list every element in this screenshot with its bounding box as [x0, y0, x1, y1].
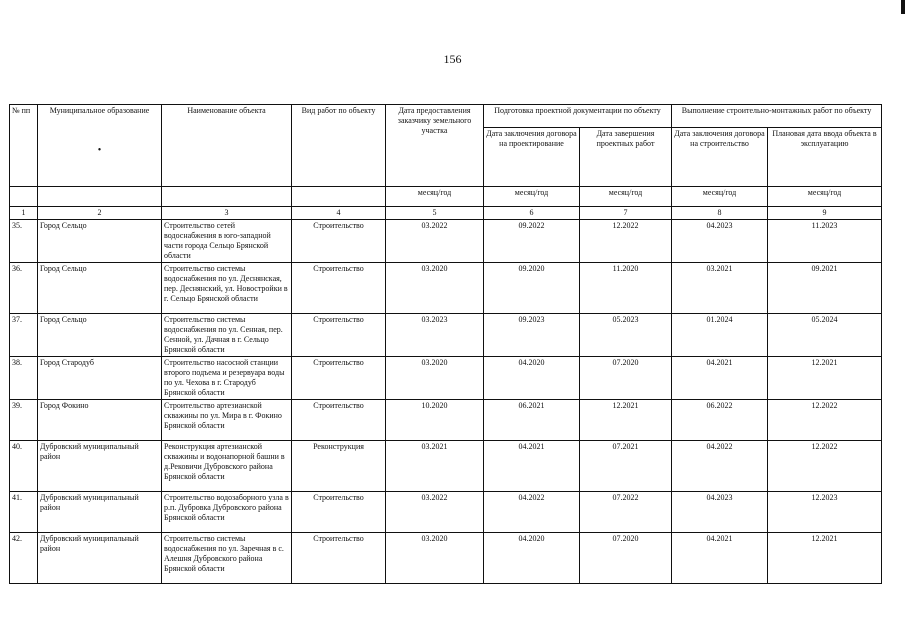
row-design-end: 05.2023 [580, 314, 672, 357]
header-unit-empty [292, 187, 386, 207]
row-num: 38. [10, 357, 38, 400]
row-municipality: Город Сельцо [38, 314, 162, 357]
row-land-date: 03.2020 [386, 533, 484, 584]
column-numbers-row [10, 207, 882, 220]
row-num: 42. [10, 533, 38, 584]
row-build-contract: 03.2021 [672, 263, 768, 314]
row-num: 41. [10, 492, 38, 533]
row-object: Строительство сетей водоснабжения в юго-западной части города Сельцо Брянской области [162, 220, 292, 263]
header-design-group: Подготовка проектной документации по объекту [484, 105, 672, 128]
column-number: 8 [672, 207, 768, 220]
row-commission: 12.2021 [768, 357, 882, 400]
row-municipality: Дубровский муниципальный район [38, 492, 162, 533]
header-num: № пп [10, 105, 38, 187]
table-body [10, 220, 882, 584]
row-object: Строительство системы водоснабжения по ул. Сенная, пер. Сенной, ул. Дачная в г. Сельцо Брянской области [162, 314, 292, 357]
row-land-date: 03.2020 [386, 263, 484, 314]
header-object-name: Наименование объекта [162, 105, 292, 187]
table-row [10, 263, 882, 314]
row-land-date: 03.2021 [386, 441, 484, 492]
row-work: Строительство [292, 220, 386, 263]
row-object: Строительство насосной станции второго подъема и резервуара воды по ул. Чехова в г. Стародуб Брянской области [162, 357, 292, 400]
register-table [9, 104, 882, 584]
row-commission: 12.2022 [768, 400, 882, 441]
row-commission: 11.2023 [768, 220, 882, 263]
table-row [10, 533, 882, 584]
row-design-end: 07.2021 [580, 441, 672, 492]
row-build-contract: 01.2024 [672, 314, 768, 357]
header-build-group: Выполнение строительно-монтажных работ по объекту [672, 105, 882, 128]
header-unit: месяц/год [580, 187, 672, 207]
row-municipality: Город Стародуб [38, 357, 162, 400]
row-design-end: 07.2020 [580, 357, 672, 400]
row-build-contract: 04.2021 [672, 533, 768, 584]
row-design-contract: 04.2022 [484, 492, 580, 533]
row-design-contract: 04.2020 [484, 357, 580, 400]
column-number: 6 [484, 207, 580, 220]
header-design-end: Дата завершения проектных работ [580, 128, 672, 187]
row-land-date: 03.2020 [386, 357, 484, 400]
row-design-contract: 04.2020 [484, 533, 580, 584]
column-number: 9 [768, 207, 882, 220]
header-unit-empty [38, 187, 162, 207]
row-design-contract: 09.2020 [484, 263, 580, 314]
row-design-contract: 09.2022 [484, 220, 580, 263]
row-municipality: Город Сельцо [38, 263, 162, 314]
row-num: 35. [10, 220, 38, 263]
header-commission: Плановая дата ввода объекта в эксплуатацию [768, 128, 882, 187]
row-design-contract: 04.2021 [484, 441, 580, 492]
row-num: 40. [10, 441, 38, 492]
header-unit: месяц/год [484, 187, 580, 207]
column-number: 2 [38, 207, 162, 220]
row-work: Строительство [292, 400, 386, 441]
table-row [10, 220, 882, 263]
header-dot: • [97, 145, 102, 156]
row-num: 37. [10, 314, 38, 357]
header-unit: месяц/год [672, 187, 768, 207]
row-municipality: Город Сельцо [38, 220, 162, 263]
row-design-end: 11.2020 [580, 263, 672, 314]
table-header [10, 105, 882, 220]
row-work: Строительство [292, 492, 386, 533]
edge-mark [901, 0, 905, 14]
column-number: 5 [386, 207, 484, 220]
row-object: Строительство системы водоснабжения по ул. Заречная в с. Алешня Дубровского района Брянской области [162, 533, 292, 584]
row-land-date: 10.2020 [386, 400, 484, 441]
table-row [10, 492, 882, 533]
column-number: 4 [292, 207, 386, 220]
row-work: Строительство [292, 357, 386, 400]
row-municipality: Дубровский муниципальный район [38, 441, 162, 492]
header-unit: месяц/год [768, 187, 882, 207]
header-unit-empty [162, 187, 292, 207]
header-design-contract: Дата заключения договора на проектирование [484, 128, 580, 187]
table-row [10, 400, 882, 441]
row-object: Строительство артезианской скважины по ул. Мира в г. Фокино Брянской области [162, 400, 292, 441]
header-unit: месяц/год [386, 187, 484, 207]
row-build-contract: 06.2022 [672, 400, 768, 441]
row-land-date: 03.2023 [386, 314, 484, 357]
header-build-contract: Дата заключения договора на строительство [672, 128, 768, 187]
row-work: Строительство [292, 533, 386, 584]
column-number: 7 [580, 207, 672, 220]
row-design-end: 12.2022 [580, 220, 672, 263]
row-commission: 05.2024 [768, 314, 882, 357]
row-work: Строительство [292, 263, 386, 314]
row-design-contract: 09.2023 [484, 314, 580, 357]
table-row [10, 314, 882, 357]
row-commission: 12.2021 [768, 533, 882, 584]
row-commission: 09.2021 [768, 263, 882, 314]
page-number: 156 [443, 52, 462, 66]
column-number: 3 [162, 207, 292, 220]
row-land-date: 03.2022 [386, 492, 484, 533]
row-num: 39. [10, 400, 38, 441]
row-build-contract: 04.2023 [672, 492, 768, 533]
row-design-end: 07.2022 [580, 492, 672, 533]
row-commission: 12.2022 [768, 441, 882, 492]
row-commission: 12.2023 [768, 492, 882, 533]
header-land-date: Дата предоставления заказчику земельного участка [386, 105, 484, 187]
header-work-type: Вид работ по объекту [292, 105, 386, 187]
row-object: Строительство водозаборного узла в р.п. Дубровка Дубровского района Брянской области [162, 492, 292, 533]
row-build-contract: 04.2023 [672, 220, 768, 263]
row-work: Строительство [292, 314, 386, 357]
row-object: Реконструкция артезианской скважины и водонапорной башни в д.Рековичи Дубровского района Брянской области [162, 441, 292, 492]
row-municipality: Город Фокино [38, 400, 162, 441]
row-design-contract: 06.2021 [484, 400, 580, 441]
row-land-date: 03.2022 [386, 220, 484, 263]
row-object: Строительство системы водоснабжения по ул. Деснянская, пер. Деснянский, ул. Новостройки в г. Сельцо Брянской области [162, 263, 292, 314]
header-unit-empty [10, 187, 38, 207]
table-row [10, 441, 882, 492]
row-design-end: 07.2020 [580, 533, 672, 584]
row-design-end: 12.2021 [580, 400, 672, 441]
row-work: Реконструкция [292, 441, 386, 492]
row-build-contract: 04.2021 [672, 357, 768, 400]
column-number: 1 [10, 207, 38, 220]
row-municipality: Дубровский муниципальный район [38, 533, 162, 584]
row-build-contract: 04.2022 [672, 441, 768, 492]
table-row [10, 357, 882, 400]
header-municipality: Муниципальное образование • [38, 105, 162, 187]
row-num: 36. [10, 263, 38, 314]
